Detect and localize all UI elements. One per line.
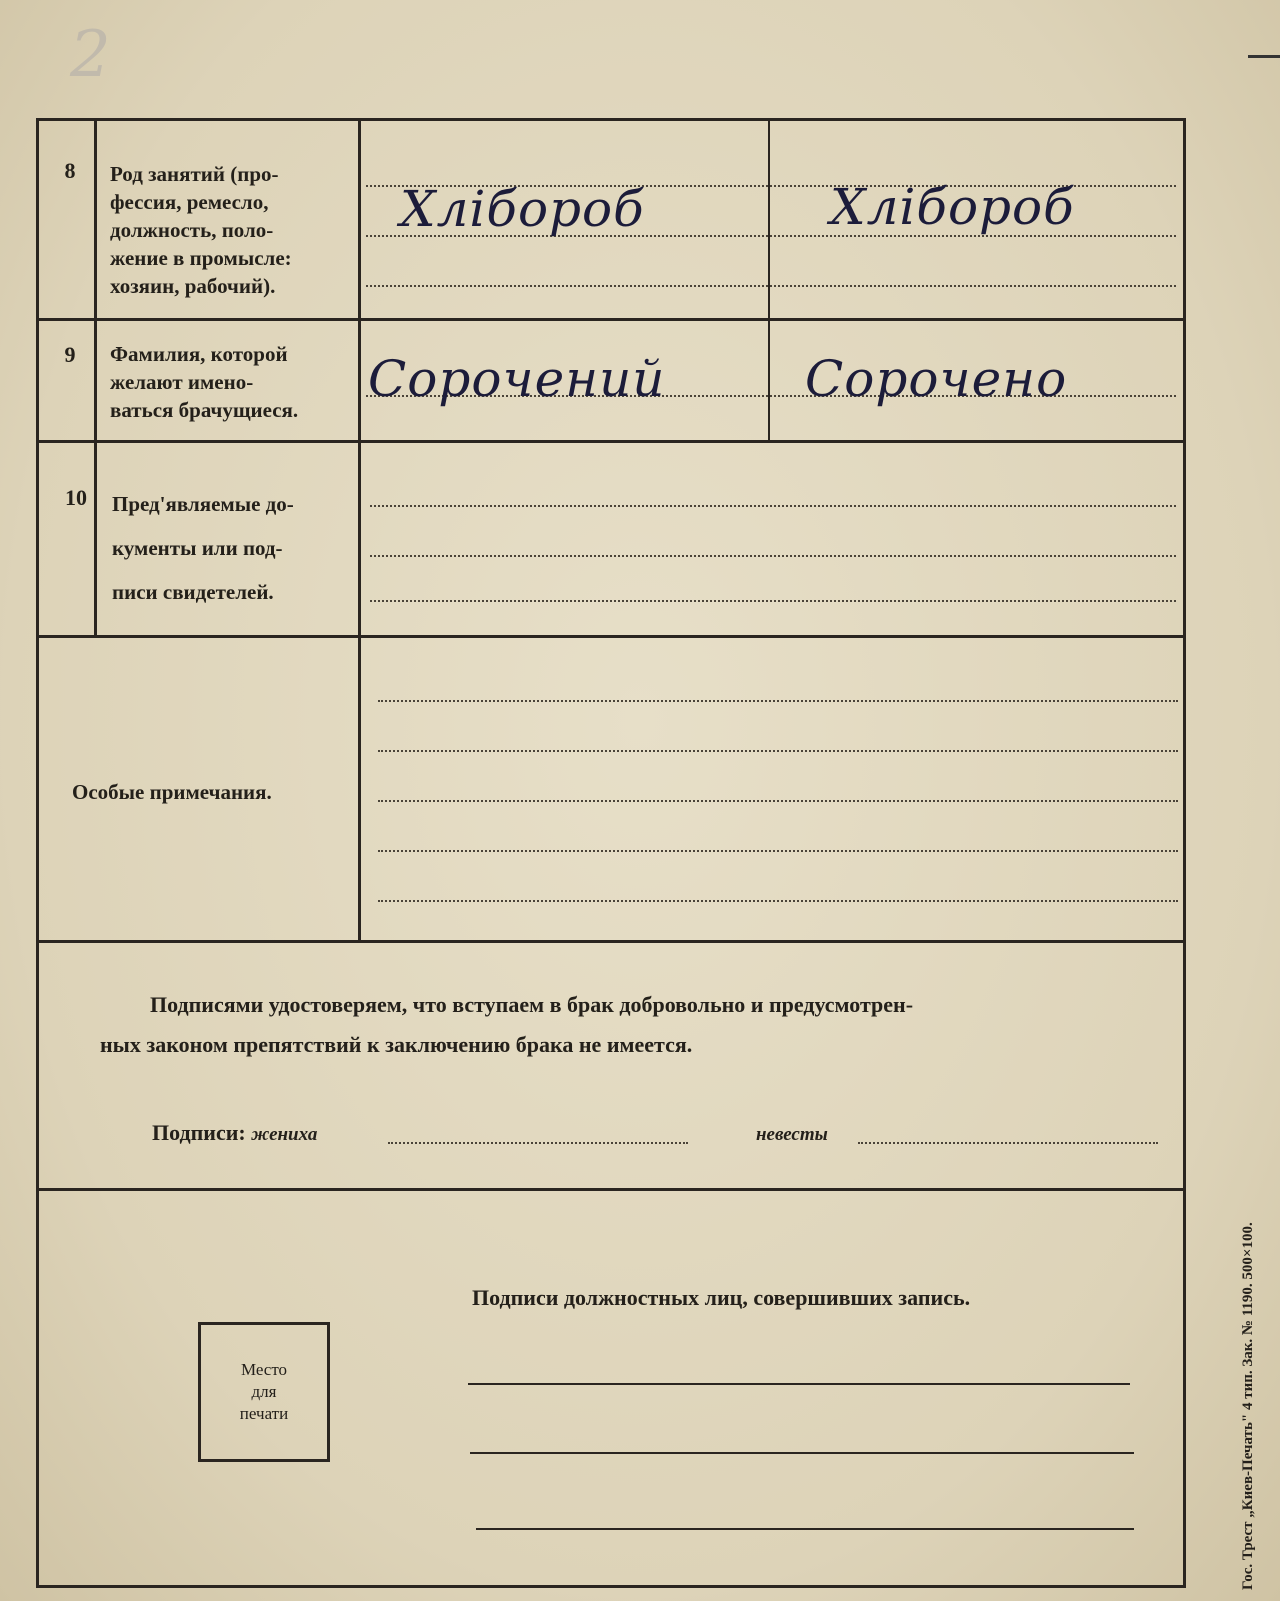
stamp-text: для <box>251 1382 277 1401</box>
row-divider-statement-officials <box>36 1188 1186 1191</box>
column-divider-label <box>358 120 361 940</box>
label-line: хозяин, рабочий). <box>110 274 276 298</box>
consent-statement <box>100 985 1160 1065</box>
entry-line <box>378 900 1178 902</box>
row-label-10 <box>112 482 350 614</box>
stamp-text: Место <box>240 1360 288 1379</box>
stamp-text: печати <box>239 1404 289 1423</box>
groom-signature-label: жениха <box>251 1124 318 1145</box>
bride-surname: Сорочено <box>805 350 1068 408</box>
column-divider-groom-bride <box>768 120 770 440</box>
entry-line <box>378 700 1178 702</box>
row-number-9: 9 <box>64 342 76 367</box>
statement-line: Подписями удостоверяем, что вступаем в брак добровольно и предусмотрен- <box>150 992 914 1017</box>
entry-line <box>378 800 1178 802</box>
entry-line <box>370 600 1176 602</box>
row-divider-10-remarks <box>36 635 1186 638</box>
entry-line <box>378 750 1178 752</box>
label-line: должность, поло- <box>110 218 274 242</box>
row-divider-9-10 <box>36 440 1186 443</box>
printer-imprint: Гос. Трест „Киев-Печать" 4 тип. Зак. № 1190. 500×100. <box>1240 1222 1256 1590</box>
entry-line <box>370 555 1176 557</box>
bride-signature <box>756 1120 828 1146</box>
edge-mark <box>1248 55 1280 58</box>
signatures-prefix: Подписи: <box>152 1120 246 1145</box>
statement-line: ных законом препятствий к заключению брака не имеется. <box>100 1032 693 1057</box>
row-label-8 <box>110 160 348 300</box>
label-line: писи свидетелей. <box>112 580 274 604</box>
official-signature-line <box>470 1452 1134 1454</box>
entry-line <box>366 285 1176 287</box>
groom-signature-line <box>388 1142 688 1144</box>
corner-archive-mark: 2 <box>70 18 107 92</box>
stamp-place-box <box>198 1322 330 1462</box>
row-divider-remarks-statement <box>36 940 1186 943</box>
label-line: желают имено- <box>110 370 254 394</box>
groom-occupation: Хлібороб <box>400 180 645 238</box>
bride-signature-label: невесты <box>756 1124 828 1145</box>
officials-title: Подписи должностных лиц, совершивших запись. <box>472 1285 971 1310</box>
label-line: жение в промысле: <box>110 246 292 270</box>
row-label-9 <box>110 340 358 424</box>
column-divider-number <box>94 120 97 635</box>
label-line: Пред'являемые до- <box>112 492 294 516</box>
entry-line <box>370 505 1176 507</box>
row-number-8: 8 <box>64 158 76 183</box>
bride-signature-line <box>858 1142 1158 1144</box>
row-divider-8-9 <box>36 318 1186 321</box>
label-line: фессия, ремесло, <box>110 190 269 214</box>
label-line: Род занятий (про- <box>110 162 279 186</box>
row-number-10: 10 <box>65 485 87 510</box>
signature-row <box>152 1120 317 1146</box>
label-line: ваться брачущиеся. <box>110 398 299 422</box>
bride-occupation: Хлібороб <box>830 178 1075 236</box>
label-line: кументы или под- <box>112 536 283 560</box>
groom-surname: Сорочений <box>368 350 666 408</box>
remarks-label: Особые примечания. <box>72 780 272 804</box>
official-signature-line <box>476 1528 1134 1530</box>
label-line: Фамилия, которой <box>110 342 288 366</box>
entry-line <box>378 850 1178 852</box>
official-signature-line <box>468 1383 1130 1385</box>
